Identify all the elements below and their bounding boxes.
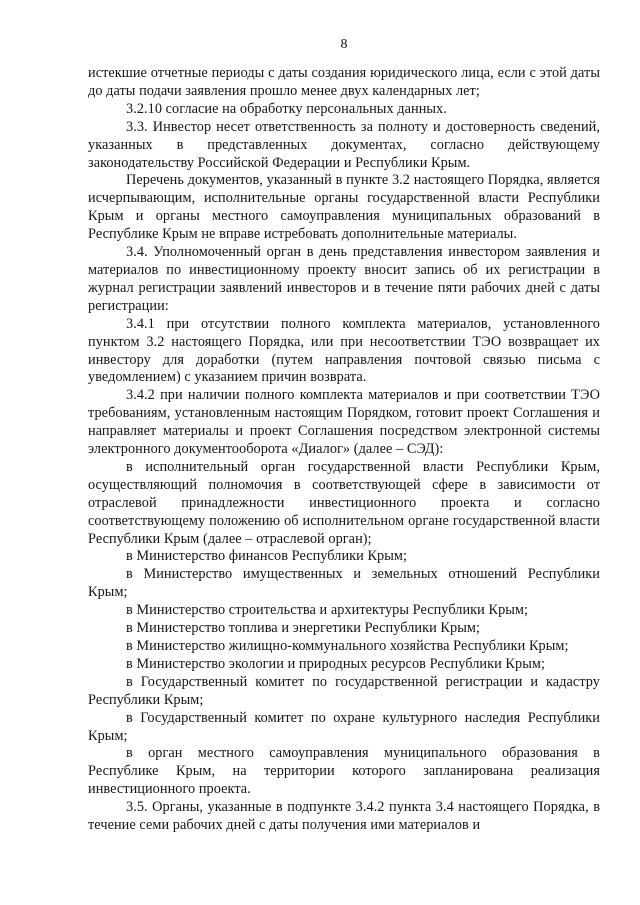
paragraph-5: 3.4. Уполномоченный орган в день представления инвестором заявления и материалов по инвестиционному проекту вносит запись об их регистрации в журнал регистрации заявлений инвесторов и в течение пяти рабочих дней с даты регистрации: bbox=[88, 244, 600, 314]
paragraph-10: в Министерство имущественных и земельных отношений Республики Крым; bbox=[88, 566, 600, 601]
paragraph-1: истекшие отчетные периоды с даты создания юридического лица, если с этой даты до даты подачи заявления прошло менее двух календарных лет; bbox=[88, 65, 600, 99]
paragraph-13: в Министерство жилищно-коммунального хозяйства Республики Крым; bbox=[126, 638, 569, 654]
paragraph-6: 3.4.1 при отсутствии полного комплекта материалов, установленного пунктом 3.2 настоящего Порядка, или при несоответствии ТЭО возвращает их инвестору для доработки (путем направления почтовой связью письма с уведомлением) с указанием причин возврата. bbox=[88, 315, 600, 386]
paragraph-2: 3.2.10 согласие на обработку персональных данных. bbox=[126, 100, 447, 117]
paragraph-15: в Государственный комитет по государственной регистрации и кадастру Республики Крым; bbox=[88, 673, 600, 708]
paragraph-9: в Министерство финансов Республики Крым; bbox=[126, 548, 408, 565]
paragraph-18: 3.5. Органы, указанные в подпункте 3.4.2 пункта 3.4 настоящего Порядка, в течение семи рабочих дней с даты получения ими материалов и bbox=[88, 799, 600, 834]
paragraph-8: в исполнительный орган государственной власти Республики Крым, осуществляющий полномочия в соответствующей сфере в зависимости от отраслевой принадлежности инвестиционного проекта и согласно соответствующему положению об исполнительном органе государственной власти Республики Крым (далее – отраслевой орган); bbox=[88, 458, 600, 547]
paragraph-17: в орган местного самоуправления муниципального образования в Республике Крым, на территории которого запланирована реализация инвестиционного проекта. bbox=[88, 745, 600, 798]
page-number: 8 bbox=[340, 37, 348, 52]
paragraph-3: 3.3. Инвестор несет ответственность за полноту и достоверность сведений, указанных в представленных документах, согласно действующему законодательству Российской Федерации и Республики Крым. bbox=[88, 118, 600, 171]
paragraph-16: в Государственный комитет по охране культурного наследия Республики Крым; bbox=[88, 709, 600, 744]
paragraph-12: в Министерство топлива и энергетики Республики Крым; bbox=[126, 620, 480, 637]
paragraph-7: 3.4.2 при наличии полного комплекта материалов и при соответствии ТЭО требованиям, установленным настоящим Порядком, готовит проект Соглашения и направляет материалы и проект Соглашения посредством электронной системы электронного документооборота «Диалог» (далее – СЭД): bbox=[88, 387, 600, 458]
paragraph-14: в Министерство экологии и природных ресурсов Республики Крым; bbox=[126, 655, 545, 672]
paragraph-11: в Министерство строительства и архитектуры Республики Крым; bbox=[126, 602, 529, 619]
paragraph-4: Перечень документов, указанный в пункте 3.2 настоящего Порядка, является исчерпывающим, исполнительные органы государственной власти Республики Крым и органы местного самоуправления муниципальных образований в Республике Крым не вправе истребовать дополнительные материалы. bbox=[88, 172, 600, 243]
